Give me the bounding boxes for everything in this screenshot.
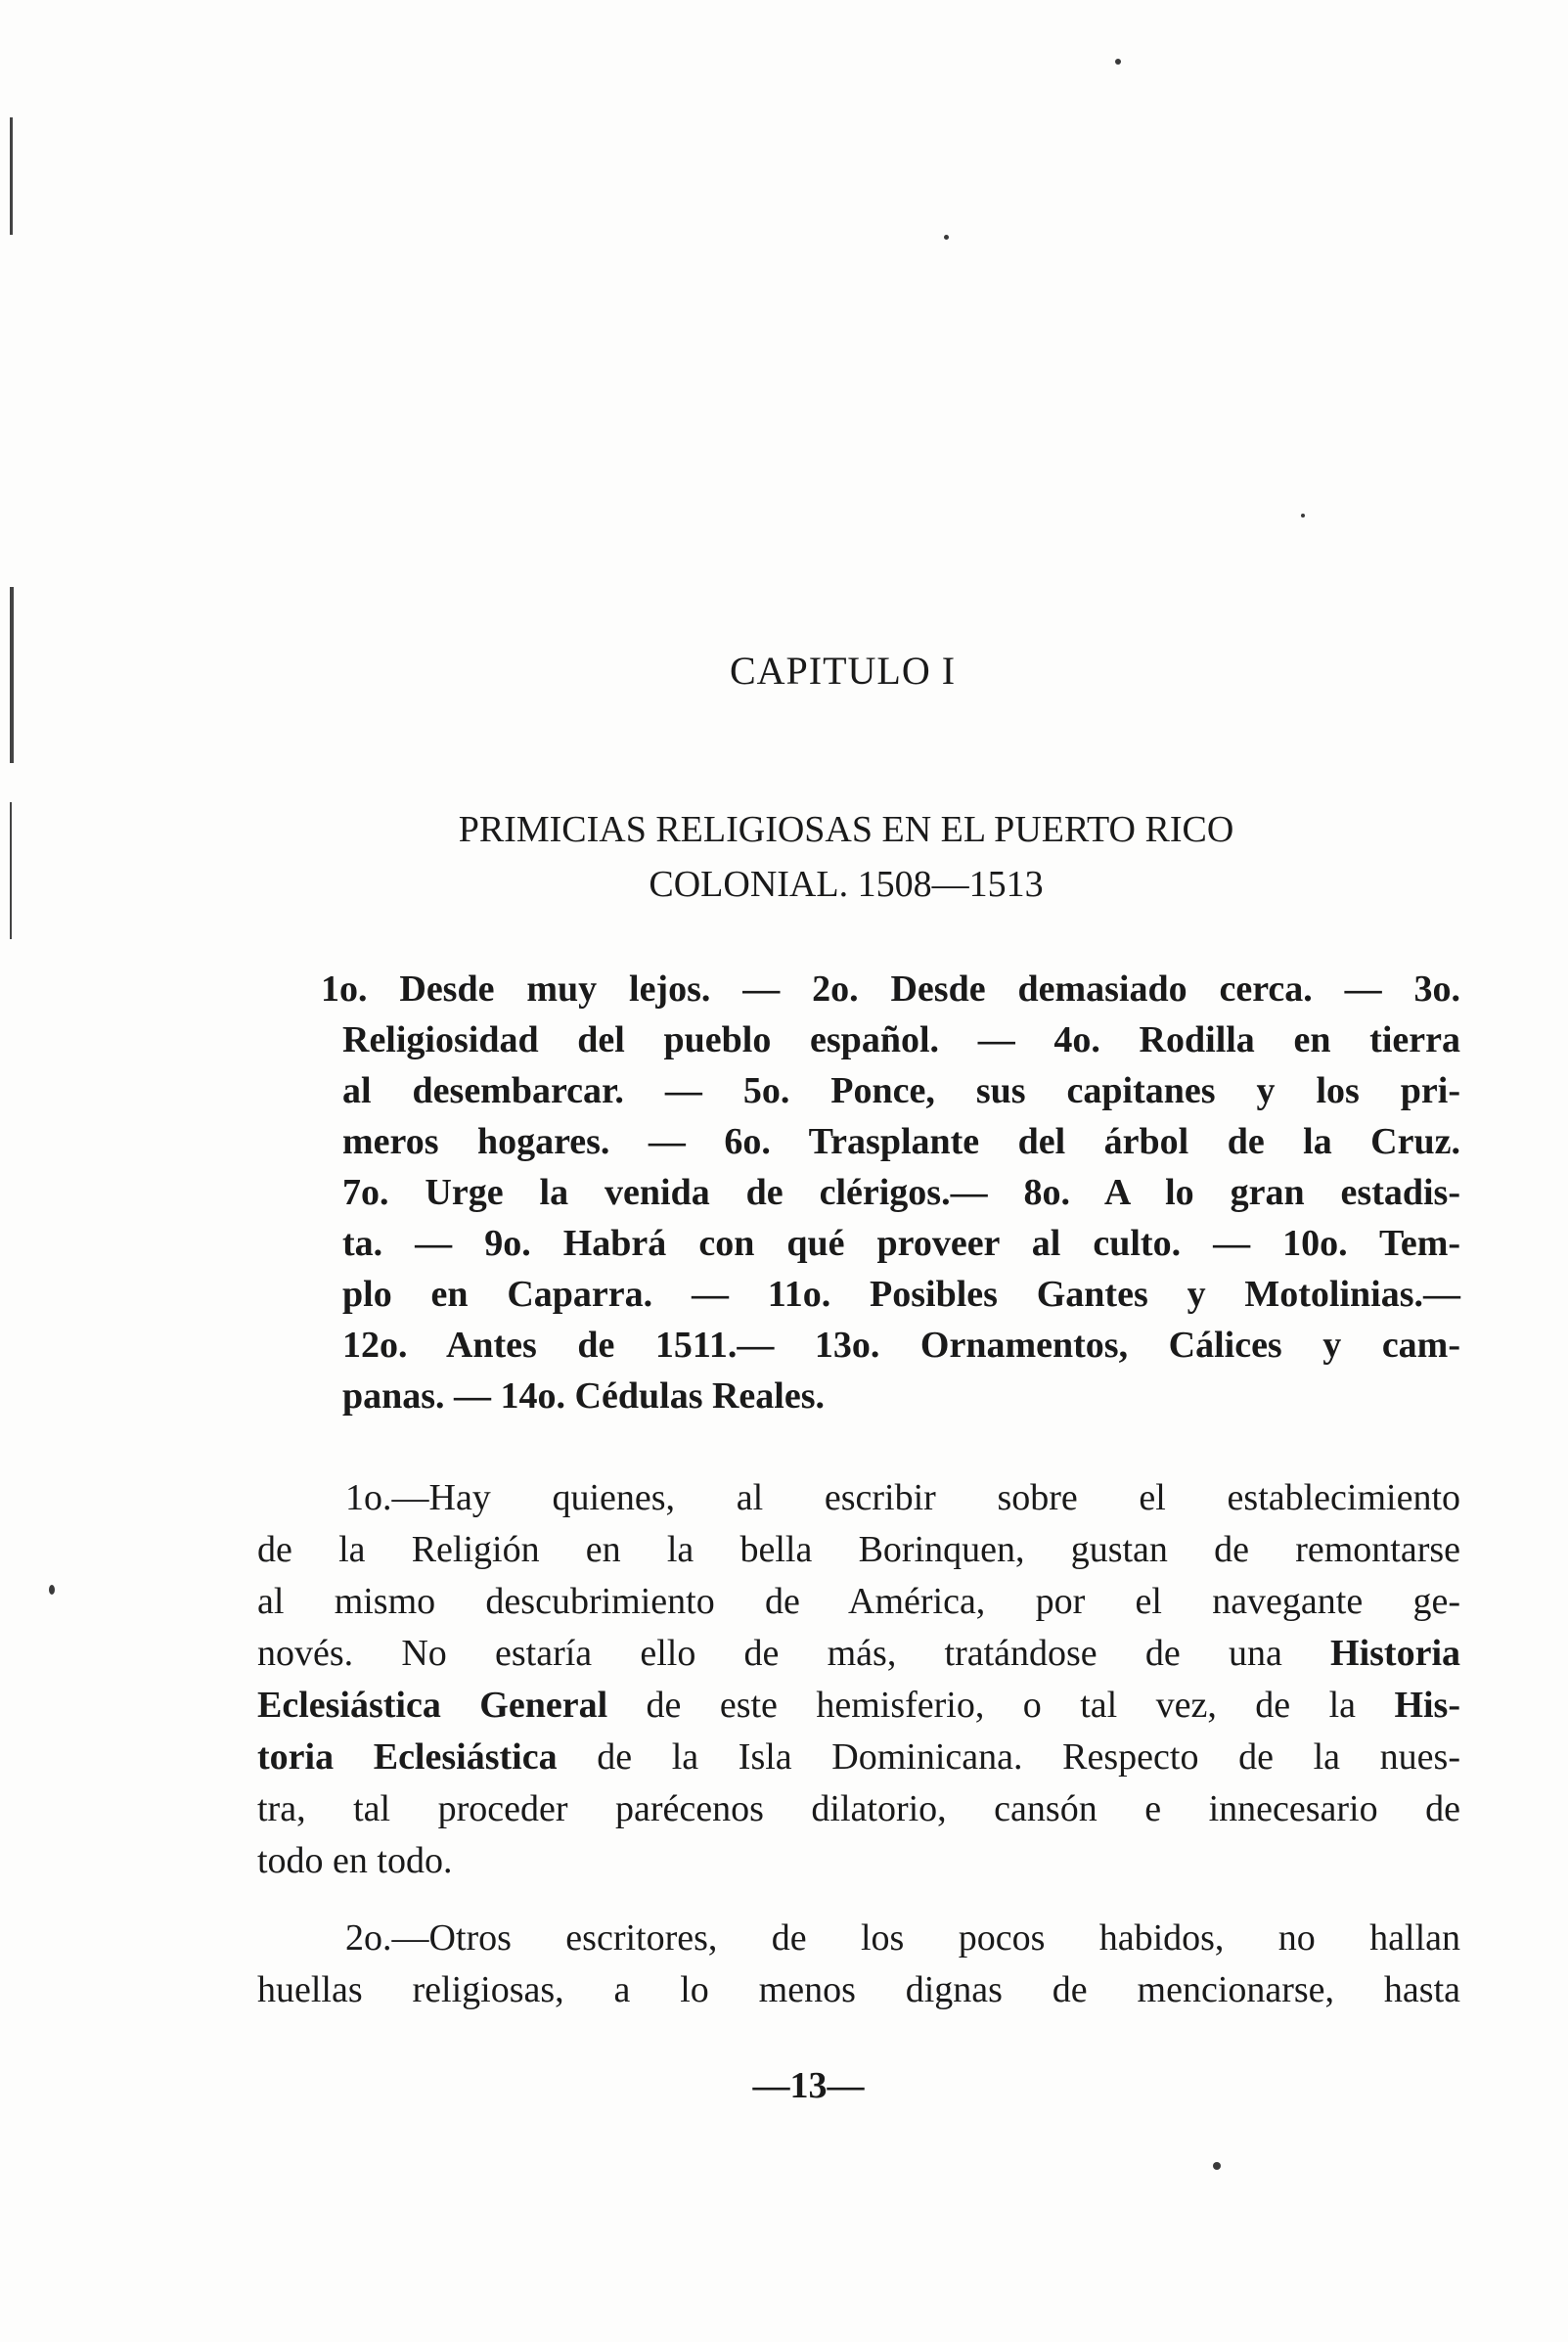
summary-line: ta. — 9o. Habrá con qué proveer al culto. — 10o. Tem- [342, 1223, 1460, 1264]
paragraph-line: todo en todo. [257, 1840, 453, 1881]
paragraph-text: novés. No estaría ello de más, tratándose de una [257, 1633, 1331, 1674]
paragraph-line: al mismo descubrimiento de América, por el navegante ge- [257, 1581, 1460, 1622]
paragraph-line [257, 1732, 1460, 1783]
summary-line: Religiosidad del pueblo español. — 4o. Rodilla en tierra [342, 1019, 1460, 1060]
paragraph-line: de la Religión en la bella Borinquen, gustan de remontarse [257, 1529, 1460, 1570]
paragraph-line [257, 1680, 1460, 1732]
summary-line: 1o. Desde muy lejos. — 2o. Desde demasiado cerca. — 3o. [321, 968, 1460, 1010]
summary-line: al desembarcar. — 5o. Ponce, sus capitanes y los pri- [342, 1070, 1460, 1111]
scan-margin-mark [10, 802, 12, 939]
paragraph-text: de este hemisferio, o tal vez, de la [607, 1685, 1395, 1726]
paragraph-line: huellas religiosas, a lo menos dignas de mencionarse, hasta [257, 1969, 1460, 2010]
emphasis-text: His- [1394, 1685, 1460, 1726]
paragraph-line [257, 1628, 1460, 1680]
paragraph-2 [257, 1913, 1460, 2016]
summary-line: 12o. Antes de 1511.— 13o. Ornamentos, Cálices y cam- [342, 1325, 1460, 1366]
paragraph-line: tra, tal proceder parécenos dilatorio, cansón e innecesario de [257, 1788, 1460, 1829]
scan-speck [1301, 514, 1305, 518]
scan-speck [1115, 59, 1121, 65]
scan-margin-mark [10, 117, 13, 235]
summary-line: meros hogares. — 6o. Trasplante del árbol de la Cruz. [342, 1121, 1460, 1162]
scan-speck [944, 235, 949, 240]
summary-line: plo en Caparra. — 11o. Posibles Gantes y Motolinias.— [342, 1274, 1460, 1315]
paragraph-line: 1o.—Hay quienes, al escribir sobre el establecimiento [345, 1477, 1460, 1518]
chapter-title: CAPITULO I [729, 649, 957, 693]
emphasis-text: Eclesiástica General [257, 1685, 608, 1726]
scan-speck [1213, 2162, 1221, 2170]
emphasis-text: toria Eclesiástica [257, 1736, 558, 1778]
paragraph-1 [257, 1472, 1460, 1887]
paragraph-text: de la Isla Dominicana. Respecto de la nues- [557, 1736, 1460, 1778]
page-number: —13— [752, 2065, 865, 2106]
scan-speck [49, 1585, 55, 1595]
paragraph-line: 2o.—Otros escritores, de los pocos habidos, no hallan [345, 1917, 1460, 1959]
chapter-heading [323, 802, 1369, 912]
chapter-heading-line-1: PRIMICIAS RELIGIOSAS EN EL PUERTO RICO [458, 809, 1234, 850]
summary-line: 7o. Urge la venida de clérigos.— 8o. A lo gran estadis- [342, 1172, 1460, 1213]
summary-line: panas. — 14o. Cédulas Reales. [342, 1375, 825, 1417]
chapter-summary [321, 964, 1460, 1421]
emphasis-text: Historia [1330, 1633, 1460, 1674]
chapter-heading-line-2: COLONIAL. 1508—1513 [649, 864, 1044, 905]
